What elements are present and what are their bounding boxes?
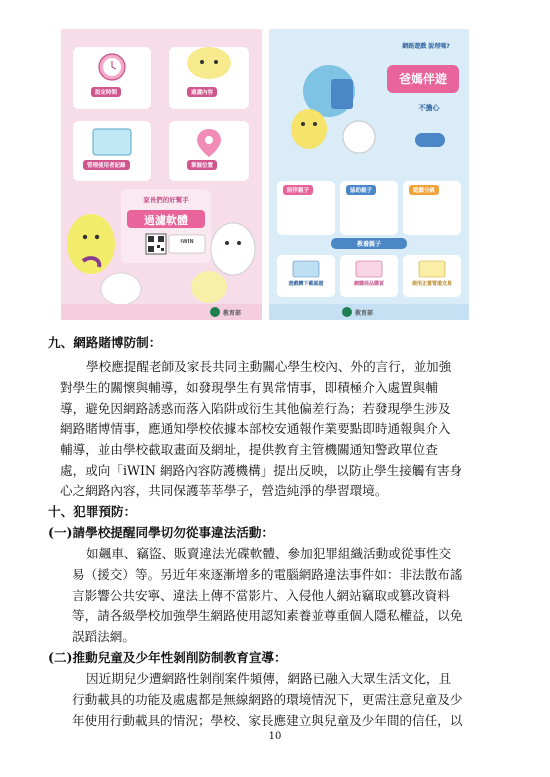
- moe-logo-right: 教育部: [355, 310, 374, 317]
- card-label-game-rating: 遊戲分級: [409, 185, 439, 195]
- poster-right-title: 爸媽伴遊: [398, 72, 447, 86]
- paragraph-line: 如飆車、竊盜、販賣違法光碟軟體、參加犯罪組織活動或從事性交: [86, 546, 452, 561]
- paragraph-line: 誤蹈法網。: [72, 629, 135, 644]
- card-label-accompany: 陪伴親子: [283, 185, 313, 195]
- card-label-download: 遊戲轉下載認證: [288, 281, 324, 287]
- online-gaming-parents-poster: [269, 29, 469, 320]
- paragraph-line: 導，避免因網路誘惑而落入陷阱或衍生其他偏差行為；若發現學生涉及: [60, 401, 451, 416]
- paragraph-line: 輔導，並由學校截取畫面及網址，提供教育主管機關通知警政單位查: [60, 442, 438, 457]
- parental-filter-software-poster: [61, 29, 262, 320]
- paragraph-line: 等，請各級學校加強學生網路使用認知素養並尊重個人隱私權益，以免: [72, 608, 463, 623]
- card-label-legit-trade: 使用正當管道交易: [411, 281, 452, 287]
- paragraph-line: 心之網路內容，共同保護莘莘學子，營造純淨的學習環境。: [60, 483, 388, 498]
- heading-gambling-prevention: 九、網路賭博防制：: [48, 335, 162, 350]
- paragraph-line: 易（援交）等。另近年來逐漸增多的電腦網路違法事件如：非法散布謠: [72, 567, 463, 582]
- card-label-filter-content: 過濾內容: [187, 87, 217, 97]
- paragraph-line: 年使用行動載具的情況；學校、家長應建立與兒童及少年間的信任，以: [72, 713, 463, 728]
- poster-left-title: 過濾軟體: [144, 214, 188, 227]
- paragraph-line: 學校應提醒老師及家長共同主動關心學生校內、外的言行，並加強: [86, 359, 452, 374]
- subheading-sexual-exploitation: (二)推動兒童及少年性剝削防制教育宣導：: [48, 650, 287, 665]
- card-label-set-time: 設定時間: [91, 87, 121, 97]
- card-label-assist: 協助親子: [346, 185, 376, 195]
- paragraph-line: 行動載具的功能及處處都是無線網路的環境情況下，更需注意兒童及少: [72, 692, 463, 707]
- paragraph-line: 處，或向「iWIN 網路內容防護機構」提出反映，以防止學生接觸有害身: [60, 463, 463, 478]
- poster-left-hotline: iWIN: [180, 239, 194, 245]
- moe-logo-left: 教育部: [223, 310, 242, 317]
- card-label-track-location: 掌握位置: [187, 160, 217, 170]
- page-number: 10: [268, 731, 282, 742]
- poster-left-subtitle: 家長們的好幫手: [143, 196, 189, 204]
- poster-right-subtitle: 不擔心: [418, 104, 440, 112]
- paragraph-line: 網路賭博情事，應通知學校依據本部校安通報作業要點即時通報與介入: [60, 421, 451, 436]
- poster-right-section-label: 教養親子: [356, 241, 381, 248]
- poster-left-artwork: [61, 29, 262, 320]
- heading-crime-prevention: 十、犯罪預防：: [48, 504, 137, 519]
- card-label-shopping: 網購商品購買: [353, 281, 384, 287]
- poster-right-question: 網路遊戲 說理嗎?: [402, 43, 450, 50]
- card-label-manage-records: 管理使用者記錄: [83, 160, 130, 170]
- paragraph-line: 言影響公共安寧、違法上傳不當影片、入侵他人網站竊取或篡改資料: [72, 588, 450, 603]
- paragraph-line: 對學生的關懷與輔導，如發現學生有異常情事，即積極介入處置與輔: [60, 380, 438, 395]
- paragraph-line: 因近期兒少遭網路性剝削案件頻傳，網路已融入大眾生活文化，且: [86, 671, 452, 686]
- subheading-illegal-activities: (一)請學校提醒同學切勿從事違法活動：: [48, 525, 275, 540]
